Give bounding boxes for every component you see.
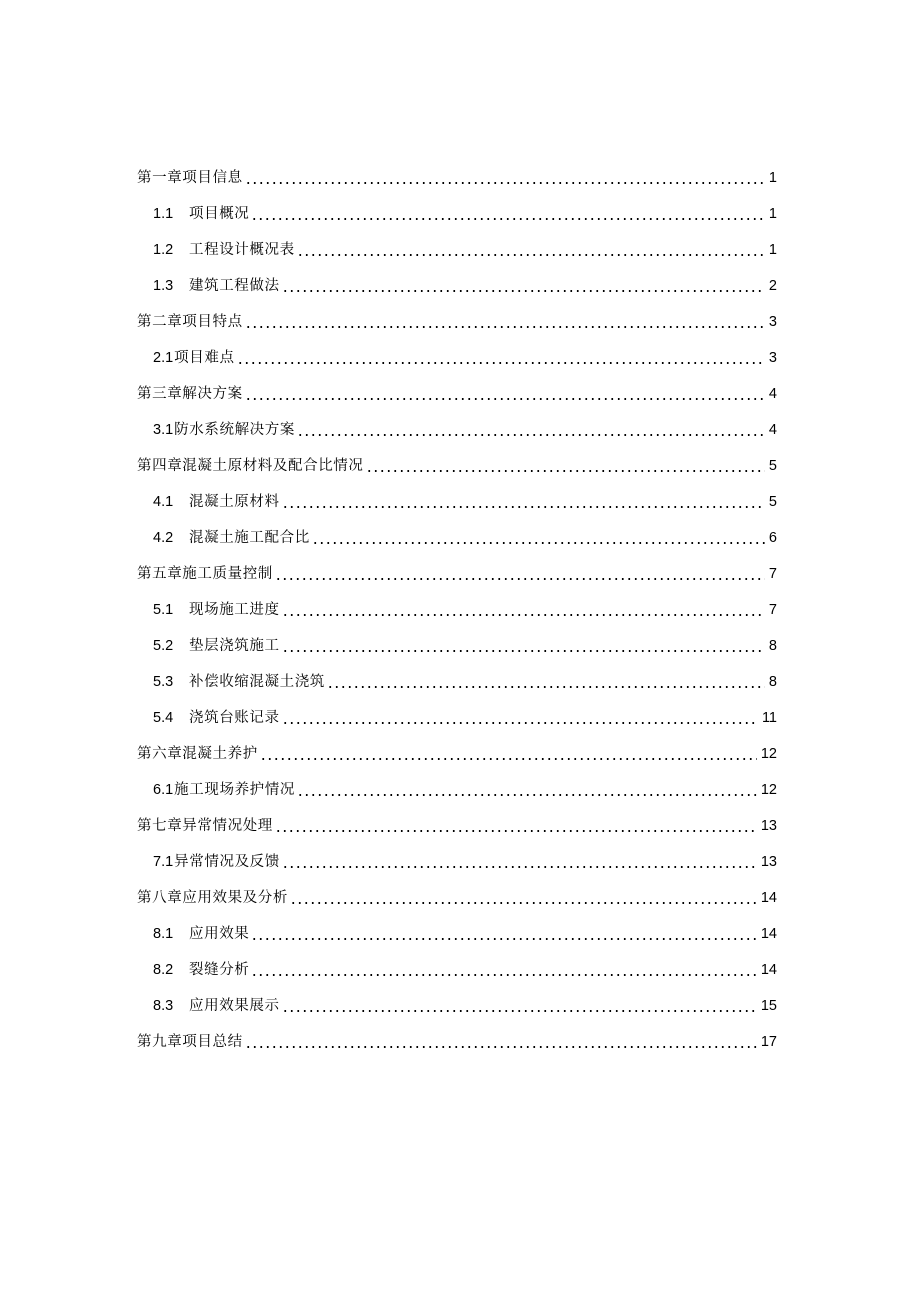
toc-entry-title: 裂缝分析 [189, 961, 250, 978]
toc-page-number: 13 [760, 853, 777, 870]
toc-chapter-entry[interactable] [137, 1024, 777, 1060]
toc-dot-leader [297, 783, 757, 797]
toc-dot-leader [297, 243, 765, 257]
toc-chapter-entry[interactable] [137, 448, 777, 484]
toc-section-number: 5.4 [153, 709, 174, 726]
toc-page-number: 17 [760, 1033, 777, 1050]
toc-section-number: 5.2 [153, 637, 174, 654]
toc-section-entry[interactable] [137, 664, 777, 700]
toc-entry-title: 垫层浇筑施工 [189, 637, 280, 654]
toc-section-number: 1.3 [153, 277, 174, 294]
toc-entry-title: 第九章项目总结 [137, 1033, 243, 1050]
toc-page-number: 1 [768, 169, 777, 186]
toc-entry-title: 施工现场养护情况 [174, 781, 295, 798]
toc-entry-title: 项目难点 [174, 349, 235, 366]
toc-section-number: 8.3 [153, 997, 174, 1014]
toc-page-number: 2 [768, 277, 777, 294]
toc-section-entry[interactable] [137, 916, 777, 952]
toc-page-number: 1 [768, 205, 777, 222]
toc-page-number: 14 [760, 961, 777, 978]
toc-page-number: 5 [768, 493, 777, 510]
toc-dot-leader [282, 603, 765, 617]
toc-entry-title: 第六章混凝土养护 [137, 745, 258, 762]
toc-chapter-entry[interactable] [137, 736, 777, 772]
toc-section-entry[interactable] [137, 772, 777, 808]
toc-entry-title: 现场施工进度 [189, 601, 280, 618]
toc-section-number: 2.1 [153, 349, 174, 366]
toc-section-entry[interactable] [137, 340, 777, 376]
toc-entry-title: 第四章混凝土原材料及配合比情况 [137, 457, 364, 474]
toc-section-number: 7.1 [153, 853, 174, 870]
toc-page-number: 3 [768, 313, 777, 330]
toc-entry-title: 第五章施工质量控制 [137, 565, 273, 582]
toc-entry-title: 建筑工程做法 [189, 277, 280, 294]
toc-dot-leader [282, 999, 757, 1013]
toc-section-number: 4.2 [153, 529, 174, 546]
toc-page-number: 5 [768, 457, 777, 474]
toc-chapter-entry[interactable] [137, 880, 777, 916]
toc-section-entry[interactable] [137, 592, 777, 628]
toc-dot-leader [251, 927, 756, 941]
toc-section-number: 3.1 [153, 421, 174, 438]
toc-dot-leader [282, 279, 765, 293]
toc-section-entry[interactable] [137, 844, 777, 880]
toc-section-entry[interactable] [137, 232, 777, 268]
toc-dot-leader [251, 207, 765, 221]
toc-dot-leader [275, 819, 757, 833]
toc-dot-leader [297, 423, 765, 437]
toc-chapter-entry[interactable] [137, 160, 777, 196]
toc-page-number: 4 [768, 421, 777, 438]
toc-entry-title: 防水系统解决方案 [174, 421, 295, 438]
toc-section-entry[interactable] [137, 952, 777, 988]
toc-entry-title: 第八章应用效果及分析 [137, 889, 288, 906]
toc-dot-leader [260, 747, 757, 761]
toc-section-number: 8.1 [153, 925, 174, 942]
toc-dot-leader [282, 711, 758, 725]
toc-entry-title: 应用效果展示 [189, 997, 280, 1014]
toc-section-entry[interactable] [137, 520, 777, 556]
toc-section-entry[interactable] [137, 412, 777, 448]
toc-page-number: 7 [768, 565, 777, 582]
toc-entry-title: 浇筑台账记录 [189, 709, 280, 726]
toc-entry-title: 混凝土原材料 [189, 493, 280, 510]
toc-section-number: 1.1 [153, 205, 174, 222]
toc-page-number: 14 [760, 925, 777, 942]
toc-dot-leader [312, 531, 765, 545]
toc-section-entry[interactable] [137, 484, 777, 520]
toc-entry-title: 第三章解决方案 [137, 385, 243, 402]
toc-section-number: 4.1 [153, 493, 174, 510]
toc-page-number: 12 [760, 781, 777, 798]
toc-page-number: 6 [768, 529, 777, 546]
toc-page-number: 3 [768, 349, 777, 366]
toc-section-number: 8.2 [153, 961, 174, 978]
toc-dot-leader [237, 351, 765, 365]
toc-section-number: 5.1 [153, 601, 174, 618]
toc-dot-leader [366, 459, 765, 473]
toc-dot-leader [282, 639, 765, 653]
toc-chapter-entry[interactable] [137, 556, 777, 592]
toc-section-number: 6.1 [153, 781, 174, 798]
toc-page-number: 14 [760, 889, 777, 906]
toc-dot-leader [282, 855, 757, 869]
toc-section-number: 5.3 [153, 673, 174, 690]
toc-page-number: 7 [768, 601, 777, 618]
toc-page-number: 8 [768, 673, 777, 690]
toc-dot-leader [282, 495, 765, 509]
toc-section-entry[interactable] [137, 988, 777, 1024]
toc-entry-title: 第七章异常情况处理 [137, 817, 273, 834]
toc-entry-title: 第一章项目信息 [137, 169, 243, 186]
toc-dot-leader [251, 963, 756, 977]
toc-page-number: 11 [761, 709, 777, 726]
toc-section-entry[interactable] [137, 700, 777, 736]
toc-dot-leader [275, 567, 765, 581]
toc-page-number: 12 [760, 745, 777, 762]
table-of-contents [137, 160, 777, 1060]
toc-section-entry[interactable] [137, 628, 777, 664]
toc-entry-title: 异常情况及反馈 [174, 853, 280, 870]
toc-chapter-entry[interactable] [137, 808, 777, 844]
toc-page-number: 4 [768, 385, 777, 402]
toc-page-number: 15 [760, 997, 777, 1014]
toc-page-number: 1 [768, 241, 777, 258]
toc-page-number: 8 [768, 637, 777, 654]
toc-dot-leader [245, 1035, 757, 1049]
toc-dot-leader [245, 315, 765, 329]
toc-dot-leader [245, 171, 765, 185]
toc-entry-title: 项目概况 [189, 205, 250, 222]
toc-page-number: 13 [760, 817, 777, 834]
toc-chapter-entry[interactable] [137, 304, 777, 340]
toc-section-entry[interactable] [137, 268, 777, 304]
toc-dot-leader [245, 387, 765, 401]
toc-dot-leader [290, 891, 757, 905]
toc-entry-title: 第二章项目特点 [137, 313, 243, 330]
toc-dot-leader [327, 675, 765, 689]
toc-entry-title: 应用效果 [189, 925, 250, 942]
toc-chapter-entry[interactable] [137, 376, 777, 412]
toc-entry-title: 混凝土施工配合比 [189, 529, 310, 546]
toc-section-number: 1.2 [153, 241, 174, 258]
toc-section-entry[interactable] [137, 196, 777, 232]
toc-entry-title: 工程设计概况表 [189, 241, 295, 258]
toc-entry-title: 补偿收缩混凝土浇筑 [189, 673, 325, 690]
